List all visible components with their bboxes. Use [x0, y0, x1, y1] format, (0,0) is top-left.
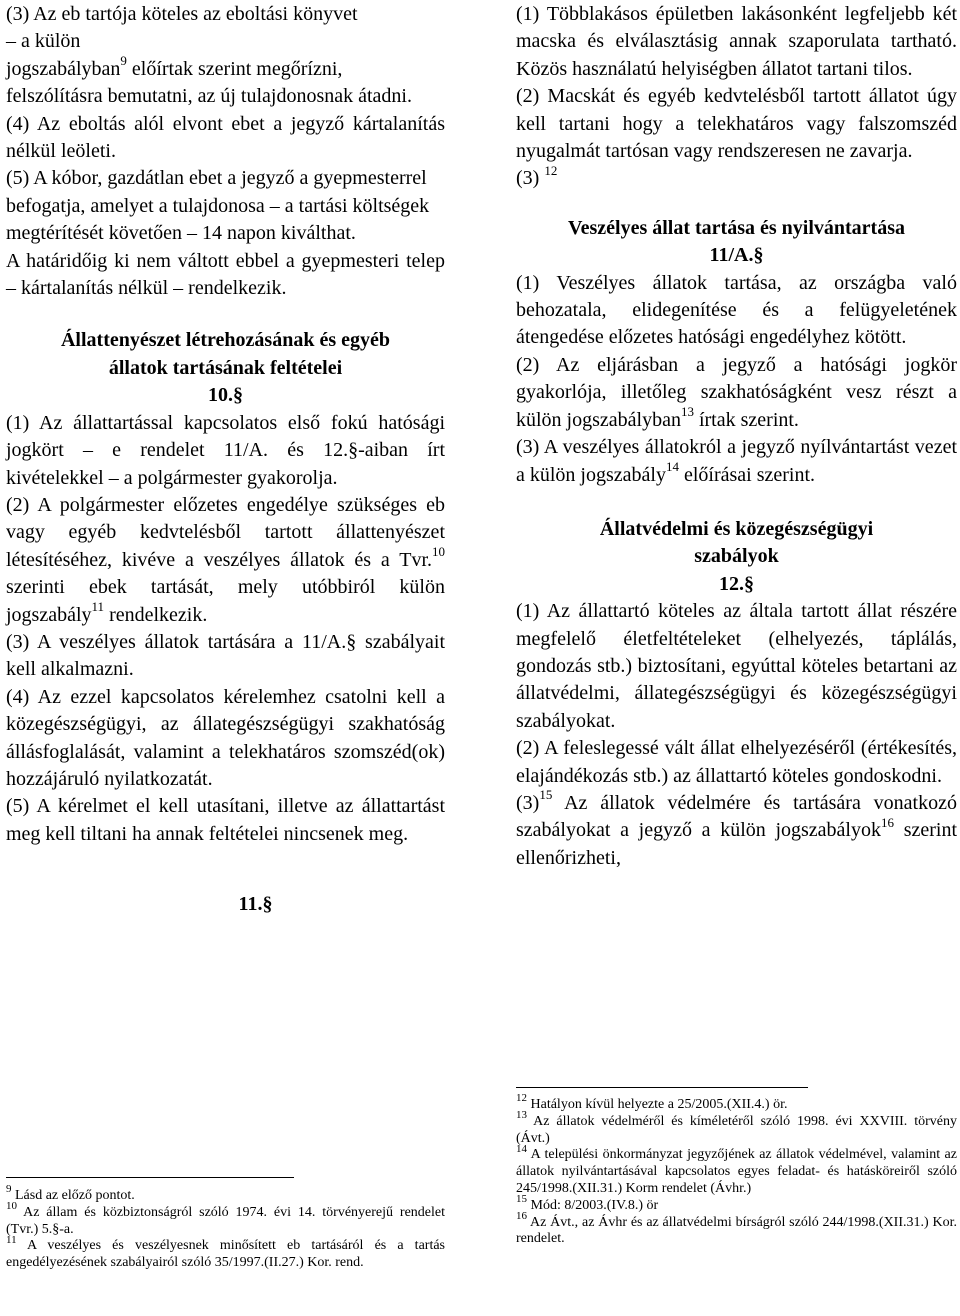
footnote-13 [516, 1109, 957, 1148]
section-11a-paragraph-2 [516, 352, 957, 434]
section-12-paragraph-3 [516, 787, 957, 872]
paragraph-5-line-4: A határidőig ki nem váltott ebbel a gyepmesteri telep – kártalanítás nélkül – rendelkezik. [6, 249, 445, 300]
paragraph-3-line-4: felszólításra bemutatni, az új tulajdonosnak átadni. [6, 85, 412, 108]
footnote-number: 11 [6, 1233, 17, 1246]
paragraph-3-text-cont: előírtak szerint megőrízni, [126, 57, 343, 80]
section-11a-paragraph-1: (1) Veszélyes állatok tartása, az országba való behozatala, elidegenítése és a felügyeletének átengedése előzetes hatósági engedélyhez kötött. [516, 271, 957, 349]
footnote-text: A veszélyes és veszélyesnek minősített eb tartásáról és a tartás engedélyezésének szabályairól szóló 35/1997.(II.27.) Kor. rend. [6, 1238, 445, 1271]
section-10-paragraph-2-text: (2) A polgármester előzetes engedélye szükséges eb vagy egyéb kedvtelésből tartott állattenyészet létesítéséhez, kivéve a veszélyes állatok és a Tvr. [6, 493, 445, 571]
footnote-12 [516, 1092, 957, 1114]
paragraph-5-line-2: befogatja, amelyet a tulajdonosa – a tartási költségek [6, 194, 430, 217]
section-12-paragraph-3-label: (3) [516, 791, 540, 814]
paragraph-3-line-1: (3) Az eb tartója köteles az eboltási könyvet [6, 3, 358, 25]
footnote-9 [6, 1183, 445, 1205]
footnote-number: 14 [516, 1142, 527, 1155]
footnote-text: Mód: 8/2003.(IV.8.) ör [527, 1197, 659, 1213]
footnote-number: 12 [516, 1092, 527, 1105]
paragraph-3-line-2: – a külön [6, 30, 81, 53]
section-heading-title-line-2: állatok tartásának feltételei [108, 356, 343, 379]
footnote-ref-16[interactable]: 16 [881, 814, 894, 830]
paragraph-5-line-1: (5) A kóbor, gazdátlan ebet a jegyző a gyepmesterrel [6, 167, 427, 190]
section-number-10: 10.§ [208, 384, 243, 407]
section-10-paragraph-3: (3) A veszélyes állatok tartására a 11/A.§ szabályait kell alkalmazni. [6, 630, 445, 681]
paragraph-3-line-3 [6, 53, 445, 83]
section-number-11a: 11/A.§ [709, 244, 764, 267]
footnote-text: Az állam és közbiztonságról szóló 1974. évi 14. törvényerejű rendelet (Tvr.) 5.§-a. [6, 1204, 445, 1237]
paragraph-4: (4) Az eboltás alól elvont ebet a jegyző kártalanítás nélkül leöleti. [6, 112, 445, 163]
footnote-number: 16 [516, 1209, 527, 1222]
paragraph-5-line-3: megtérítését követően – 14 napon kiválthat. [6, 222, 356, 245]
footnote-16 [516, 1209, 957, 1249]
footnote-text: Az állatok védelméről és kíméletéről szóló 1998. évi XXVIII. törvény (Ávt.) [516, 1113, 957, 1146]
section-12-paragraph-3-text: Az állatok védelmére és tartására vonatkozó szabályokat a jegyző a külön jogszabályok [516, 791, 957, 842]
footnote-text: A települési önkormányzat jegyzőjének az állatok védelmével, valamint az állatok nyilvántartásával kapcsolatos egyes feladat- és hatásköreiről szóló 245/1998.(XII.31.) Korm rendelet (Ávhr.) [516, 1147, 957, 1196]
footnote-text: Lásd az előző pontot. [11, 1188, 135, 1203]
footnote-text: Az Ávt., az Ávhr és az állatvédelmi bírságról szóló 244/1998.(XII.31.) Kor. rendelet. [516, 1214, 957, 1247]
left-footnote-divider [6, 1177, 294, 1178]
footnote-number: 9 [6, 1183, 12, 1196]
right-paragraph-1: (1) Többlakásos épületben lakásonként legfeljebb két macska és elválasztásig annak szaporulata tartható. Közös használatú helyiségben állatot tartani tilos. [516, 3, 957, 80]
section-12-paragraph-3-end: szerint ellenőrizheti, [516, 819, 957, 869]
footnote-number: 10 [6, 1200, 17, 1213]
footnote-ref-12[interactable]: 12 [544, 162, 558, 178]
section-11a-paragraph-3 [516, 434, 957, 489]
section-10-paragraph-2-text-end: rendelkezik. [104, 603, 208, 626]
paragraph-3-text: jogszabályban [6, 57, 121, 80]
section-10-paragraph-2-text-cont: szerinti ebek tartását, mely utóbbiról külön jogszabály [6, 576, 445, 626]
footnote-text: Hatályon kívül helyezte a 25/2005.(XII.4.) ör. [527, 1097, 788, 1112]
left-footnotes [6, 1183, 445, 1272]
section-number-11: 11.§ [238, 893, 273, 916]
section-heading-animal-welfare-line-2: szabályok [694, 545, 779, 568]
footnote-ref-14[interactable]: 14 [665, 458, 679, 474]
footnote-14 [516, 1142, 957, 1197]
section-10-paragraph-5: (5) A kérelmet el kell utasítani, illetve az állattartást meg kell tiltani ha annak feltételei nincsenek meg. [6, 795, 445, 845]
section-heading-animal-welfare-line-1: Állatvédelmi és közegészségügyi [599, 517, 874, 540]
footnote-10 [6, 1200, 445, 1239]
footnote-ref-9[interactable]: 9 [120, 53, 127, 69]
section-heading-dangerous-animals: Veszélyes állat tartása és nyilvántartása [568, 216, 905, 239]
right-paragraph-3 [516, 162, 957, 192]
right-column [516, 0, 957, 872]
section-11a-paragraph-2-text: (2) Az eljárásban a jegyző a hatósági jogkör gyakorlója, illetőleg szakhatóságként vesz részt a külön jogszabályban [516, 353, 957, 431]
right-paragraph-3-label: (3) [516, 167, 540, 190]
section-12-paragraph-1: (1) Az állattartó köteles az általa tartott állat részére megfelelő életfeltételeket (elhelyezés, táplálás, gondozás stb.) biztosítani, egyúttal köteles betartani az állatvédelmi, állategészségügyi és közegészségügyi szabályokat. [516, 600, 957, 732]
footnote-ref-11[interactable]: 11 [91, 598, 105, 614]
footnote-ref-10[interactable]: 10 [432, 544, 445, 560]
footnote-11 [6, 1233, 445, 1272]
section-number-12: 12.§ [719, 572, 754, 595]
section-11a-paragraph-3-end: előírásai szerint. [678, 463, 816, 486]
section-heading-title-line-1: Állattenyészet létrehozásának és egyéb [60, 329, 390, 352]
footnote-ref-13[interactable]: 13 [680, 404, 694, 420]
right-footnotes [516, 1092, 957, 1248]
section-10-paragraph-1: (1) Az állattartással kapcsolatos első fokú hatósági jogkört – e rendelet 11/A. és 12.§-aiban írt kivételekkel – a polgármester gyakorolja. [6, 411, 445, 489]
section-10-paragraph-2 [6, 492, 445, 629]
footnote-ref-15[interactable]: 15 [539, 787, 553, 803]
section-11a-paragraph-3-text: (3) A veszélyes állatokról a jegyző nyílvántartást vezet a külön jogszabály [516, 436, 957, 486]
right-paragraph-2: (2) Macskát és egyéb kedvtelésből tartott állatot úgy kell tartani hogy a telekhatáros vagy falszomszéd nyugalmát tartósan vagy rendszeresen ne zavarja. [516, 85, 957, 163]
footnote-number: 13 [516, 1109, 527, 1122]
footnote-15 [516, 1193, 957, 1215]
section-10-paragraph-4: (4) Az ezzel kapcsolatos kérelemhez csatolni kell a közegészségügyi, az állategészségügyi szakhatóság állásfoglalását, valamint a telekhatáros szomszéd(ok) hozzájáruló nyilatkozatát. [6, 685, 445, 790]
right-footnote-divider [516, 1087, 808, 1088]
section-11a-paragraph-2-end: írtak szerint. [693, 408, 799, 431]
left-column [6, 0, 445, 919]
footnote-number: 15 [516, 1193, 527, 1206]
section-12-paragraph-2: (2) A feleslegessé vált állat elhelyezéséről (értékesítés, elajándékozás stb.) az állattartó köteles gondoskodni. [516, 737, 957, 787]
